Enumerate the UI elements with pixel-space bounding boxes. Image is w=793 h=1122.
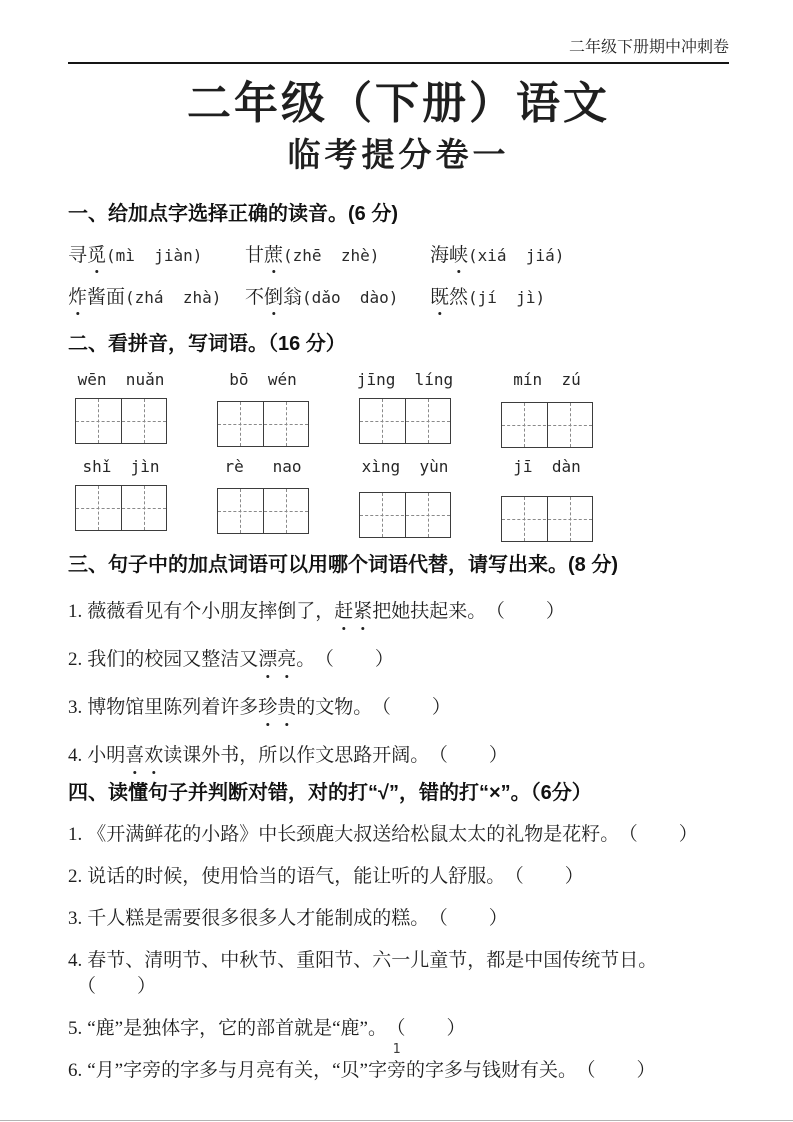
answer-blank: （ ）	[77, 976, 158, 998]
pinyin-writing-group	[73, 370, 169, 448]
answer-blank: （ ）	[585, 1060, 657, 1082]
pinyin-choice-item: 甘蔗(zhē zhè)	[245, 243, 430, 269]
page-number: 1	[392, 1042, 401, 1057]
true-false-question: 4. 春节、清明节、中秋节、重阳节、六一儿童节，都是中国传统节日。（ ）	[68, 950, 658, 998]
true-false-question: 1. 《开满鲜花的小路》中长颈鹿大叔送给松鼠太太的礼物是花籽。 （ ）	[68, 824, 699, 846]
answer-blank: （ ）	[395, 1018, 467, 1040]
section3-items	[68, 598, 729, 770]
pinyin-options: (zhē zhè)	[283, 246, 380, 266]
writing-grid-box	[359, 492, 451, 538]
pinyin-writing-group	[357, 370, 453, 448]
section2-heading: 二、看拼音，写词语。（16 分）	[68, 333, 346, 356]
replace-word-question: 4. 小明喜欢读课外书，所以作文思路开阔。 （ ）	[68, 742, 729, 770]
pinyin-options: (dǎo dào)	[302, 288, 399, 308]
answer-blank: （ ）	[438, 908, 509, 930]
pinyin-label: jī dàn	[513, 457, 581, 477]
answer-blank: （ ）	[381, 697, 452, 719]
answer-blank: （ ）	[628, 824, 699, 846]
page-subtitle: 临考提分卷一	[287, 137, 510, 174]
header-rule	[68, 62, 729, 64]
pinyin-writing-group	[215, 370, 311, 448]
pinyin-label: mín zú	[513, 370, 581, 390]
replace-word-question: 1. 薇薇看见有个小朋友摔倒了，赶紧把她扶起来。 （ ）	[68, 598, 729, 626]
replace-word-question: 2. 我们的校园又整洁又漂亮。 （ ）	[68, 646, 729, 674]
pinyin-label: shǐ jìn	[82, 457, 160, 477]
pinyin-label: bō wén	[229, 370, 297, 390]
pinyin-writing-group	[215, 457, 311, 542]
true-false-question: 6. “月”字旁的字多与月亮有关，“贝”字旁的字多与钱财有关。 （ ）	[68, 1060, 657, 1082]
pinyin-writing-row	[73, 457, 729, 542]
header-course-tag: 二年级下册期中冲刺卷	[568, 39, 729, 56]
writing-grid-box	[217, 488, 309, 534]
section4-heading: 四、读懂句子并判断对错，对的打“√”，错的打“×”。（6分）	[68, 782, 592, 805]
writing-grid-box	[501, 402, 593, 448]
pinyin-writing-group	[499, 457, 595, 542]
pinyin-writing-row	[73, 370, 729, 448]
page-title: 二年级（下册）语文	[187, 79, 610, 128]
pinyin-options: (jí jì)	[468, 288, 546, 308]
pinyin-writing-group	[73, 457, 169, 542]
pinyin-writing-group	[499, 370, 595, 448]
pinyin-choice-item: 不倒翁(dǎo dào)	[245, 285, 430, 311]
writing-grid-box	[217, 401, 309, 447]
writing-grid-box	[359, 398, 451, 444]
answer-blank: （ ）	[324, 649, 395, 671]
pinyin-label: jīng líng	[356, 370, 454, 390]
true-false-question: 5. “鹿”是独体字，它的部首就是“鹿”。 （ ）	[68, 1018, 467, 1040]
answer-blank: （ ）	[514, 866, 585, 888]
answer-blank: （ ）	[438, 745, 509, 767]
true-false-question: 2. 说话的时候，使用恰当的语气，能让听的人舒服。 （ ）	[68, 866, 585, 888]
section3-heading: 三、句子中的加点词语可以用哪个词语代替，请写出来。(8 分)	[68, 554, 618, 577]
pinyin-choice-item: 炸酱面(zhá zhà)	[68, 285, 245, 311]
pinyin-writing-group	[357, 457, 453, 542]
page-bottom-edge	[0, 1120, 793, 1121]
section1-heading: 一、给加点字选择正确的读音。(6 分)	[68, 203, 398, 226]
pinyin-choice-item: 海峡(xiá jiá)	[430, 243, 729, 269]
pinyin-options: (mì jiàn)	[106, 246, 203, 266]
true-false-question: 3. 千人糕是需要很多很多人才能制成的糕。 （ ）	[68, 908, 509, 930]
pinyin-label: xìng yùn	[361, 457, 449, 477]
writing-grid-box	[75, 398, 167, 444]
pinyin-choice-item: 寻觅(mì jiàn)	[68, 243, 245, 269]
writing-grid-box	[75, 485, 167, 531]
section1-items	[68, 243, 729, 311]
answer-blank: （ ）	[495, 601, 566, 623]
pinyin-label: wēn nuǎn	[77, 370, 165, 390]
writing-grid-box	[501, 496, 593, 542]
pinyin-options: (xiá jiá)	[468, 246, 565, 266]
pinyin-label: rè nao	[224, 457, 302, 477]
replace-word-question: 3. 博物馆里陈列着许多珍贵的文物。 （ ）	[68, 694, 729, 722]
pinyin-choice-item: 既然(jí jì)	[430, 285, 729, 311]
pinyin-options: (zhá zhà)	[125, 288, 222, 308]
